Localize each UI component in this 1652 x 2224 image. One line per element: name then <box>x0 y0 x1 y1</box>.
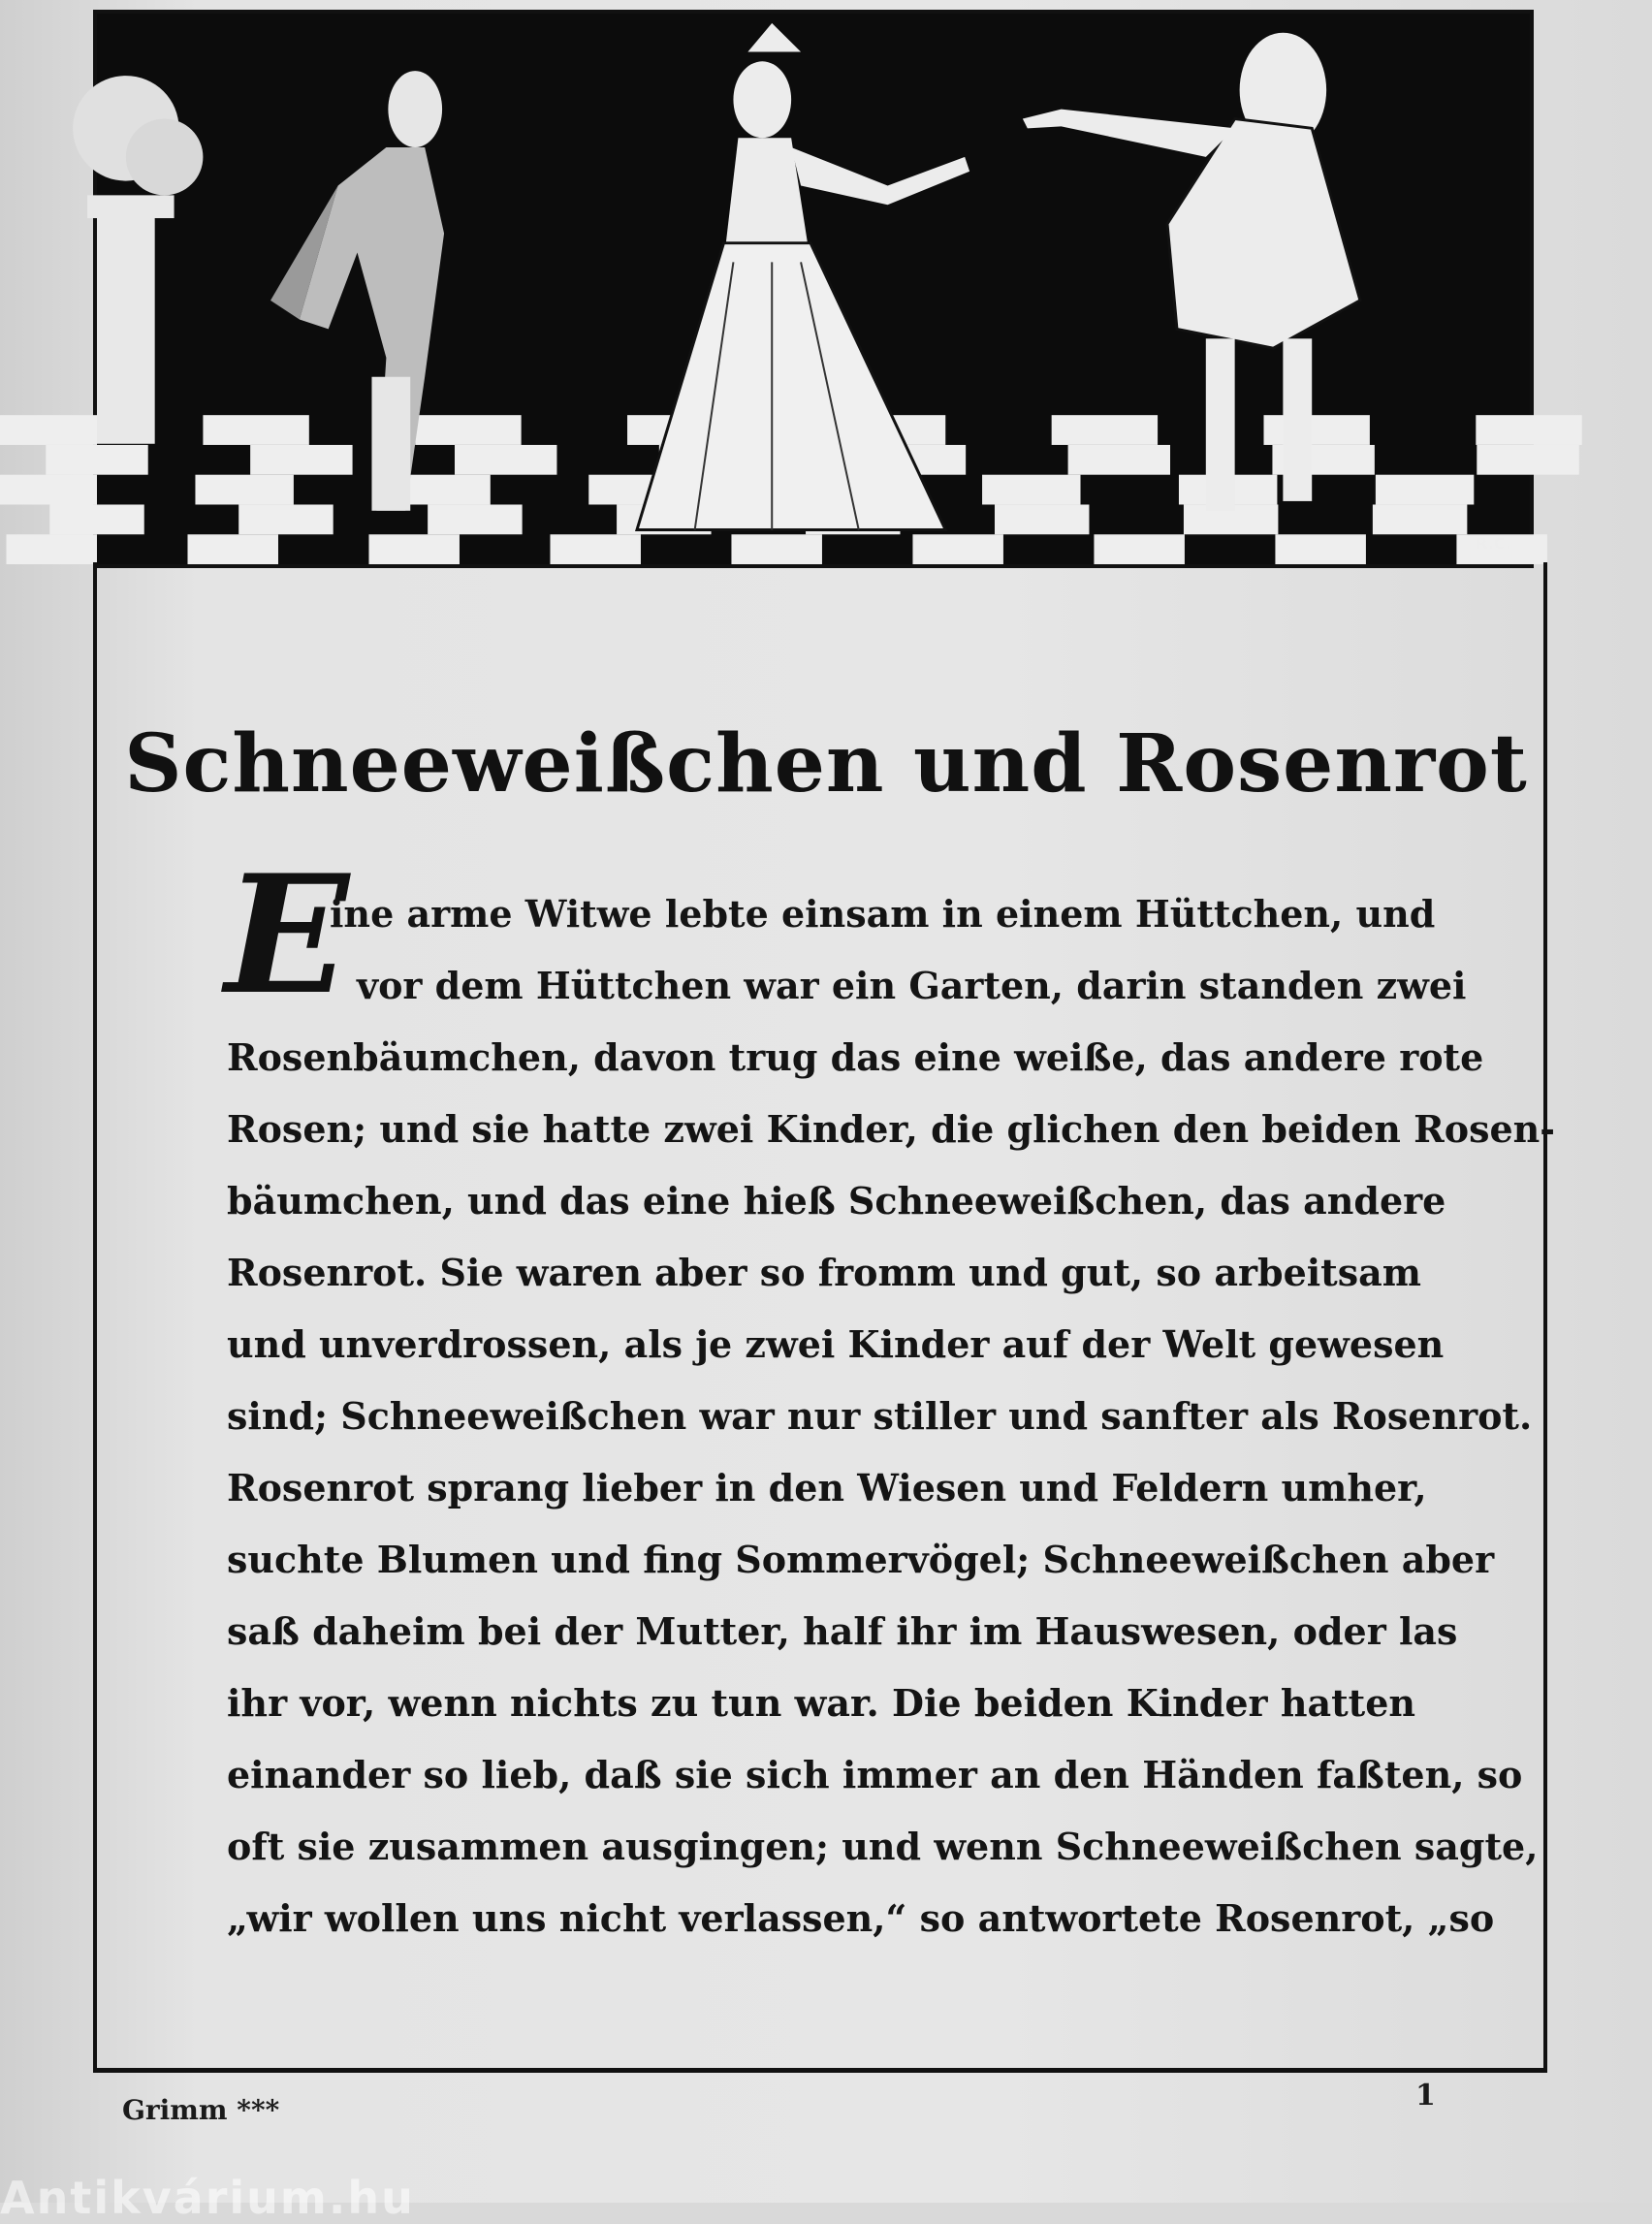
floor-tile <box>1476 415 1581 445</box>
text-line: suchte Blumen und fing Sommervögel; Schneeweißchen aber <box>227 1538 1495 1581</box>
floor-tile <box>415 415 521 445</box>
floor-tile <box>982 475 1080 505</box>
header-illustration <box>93 10 1534 568</box>
floor-tile <box>46 445 147 475</box>
floor-tile <box>250 445 352 475</box>
floor-tile <box>731 534 821 564</box>
watermark: Antikvárium.hu <box>0 2172 415 2224</box>
artist-initials: R.C. <box>1476 534 1511 554</box>
text-line: „wir wollen uns nicht verlassen,“ so antwortete Rosenrot, „so <box>227 1896 1495 1940</box>
ballroom-scene-icon <box>97 14 1530 564</box>
floor-tile <box>238 504 333 534</box>
text-line: Rosenbäumchen, davon trug das eine weiße, das andere rote <box>227 1035 1484 1079</box>
text-line: saß daheim bei der Mutter, half ihr im Hauswesen, oder las <box>227 1609 1458 1653</box>
floor-tile <box>455 445 556 475</box>
floor-tile <box>1376 475 1474 505</box>
story-body <box>227 878 1556 1954</box>
floor-tile <box>0 415 97 445</box>
text-line: ihr vor, wenn nichts zu tun war. Die beiden Kinder hatten <box>227 1681 1415 1725</box>
story-title: Schneeweißchen und Rosenrot <box>124 717 1528 810</box>
text-line: und unverdrossen, als je zwei Kinder auf der Welt gewesen <box>227 1322 1445 1366</box>
floor-tile <box>1068 445 1170 475</box>
floor-tile <box>912 534 1002 564</box>
pillar <box>97 205 155 444</box>
text-line: sind; Schneeweißchen war nur stiller und sanfter als Rosenrot. <box>227 1394 1533 1438</box>
floor-tile <box>428 504 522 534</box>
text-line: oft sie zusammen ausgingen; und wenn Schneeweißchen sagte, <box>227 1825 1539 1868</box>
floor-tile <box>550 534 640 564</box>
floor-tile <box>368 534 459 564</box>
text-line: Rosenrot. Sie waren aber so fromm und gut, so arbeitsam <box>227 1251 1421 1294</box>
page-number: 1 <box>1415 2079 1436 2113</box>
text-line: Rosenrot sprang lieber in den Wiesen und Feldern umher, <box>227 1466 1427 1509</box>
floor-tile <box>1094 534 1184 564</box>
floor-tile <box>1052 415 1158 445</box>
floor-tile <box>187 534 277 564</box>
signature-mark: Grimm *** <box>122 2094 280 2126</box>
floor-tile <box>1275 534 1365 564</box>
floor-tile <box>7 534 97 564</box>
floor-tile <box>995 504 1089 534</box>
floor-tile <box>1263 415 1369 445</box>
drop-cap-initial: E <box>225 839 350 1031</box>
floor-tile <box>49 504 143 534</box>
floor-tile <box>1477 445 1578 475</box>
text-line: ine arme Witwe lebte einsam in einem Hüttchen, und <box>330 892 1436 936</box>
floor-tile <box>195 475 293 505</box>
floor-tile <box>203 415 308 445</box>
text-line: bäumchen, und das eine hieß Schneeweißchen, das andere <box>227 1179 1446 1223</box>
text-line: vor dem Hüttchen war ein Garten, darin standen zwei <box>357 964 1467 1007</box>
floor-tile <box>0 475 97 505</box>
text-line: einander so lieb, daß sie sich immer an den Händen faßten, so <box>227 1753 1523 1796</box>
floor-tile <box>1373 504 1467 534</box>
text-line: Rosen; und sie hatte zwei Kinder, die glichen den beiden Rosen- <box>227 1107 1556 1151</box>
